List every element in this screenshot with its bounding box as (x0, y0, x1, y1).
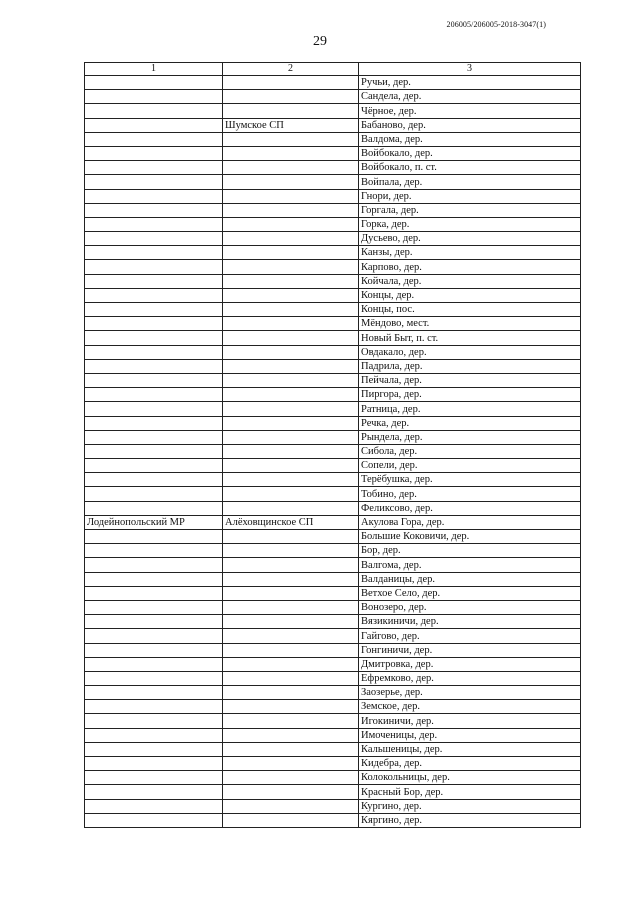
locality-cell: Валдома, дер. (359, 132, 581, 146)
district-cell (85, 246, 223, 260)
table-row (85, 175, 581, 189)
settlement-cell (223, 600, 359, 614)
table-row (85, 799, 581, 813)
table-row (85, 459, 581, 473)
settlement-cell (223, 501, 359, 515)
table-row (85, 317, 581, 331)
district-cell (85, 615, 223, 629)
settlement-cell (223, 274, 359, 288)
table-row (85, 757, 581, 771)
settlement-cell (223, 217, 359, 231)
settlement-cell (223, 260, 359, 274)
table-row (85, 530, 581, 544)
table-row (85, 118, 581, 132)
district-cell (85, 700, 223, 714)
table-row (85, 714, 581, 728)
district-cell (85, 558, 223, 572)
table-row (85, 90, 581, 104)
district-cell (85, 161, 223, 175)
settlement-cell (223, 700, 359, 714)
table-row (85, 161, 581, 175)
district-cell (85, 303, 223, 317)
settlement-cell (223, 232, 359, 246)
locality-cell: Ефремково, дер. (359, 671, 581, 685)
settlement-cell (223, 459, 359, 473)
table-row (85, 274, 581, 288)
settlement-cell (223, 104, 359, 118)
settlement-cell (223, 288, 359, 302)
district-cell (85, 643, 223, 657)
locality-cell: Заозерье, дер. (359, 686, 581, 700)
district-cell (85, 728, 223, 742)
locality-cell: Ветхое Село, дер. (359, 586, 581, 600)
settlement-cell (223, 728, 359, 742)
locality-cell: Мёндово, мест. (359, 317, 581, 331)
table-row (85, 686, 581, 700)
locality-cell: Акулова Гора, дер. (359, 515, 581, 529)
settlement-cell (223, 345, 359, 359)
district-cell (85, 345, 223, 359)
settlement-cell (223, 558, 359, 572)
settlement-cell (223, 416, 359, 430)
settlement-cell: Алёховщинское СП (223, 515, 359, 529)
district-cell (85, 430, 223, 444)
table-header-row (85, 63, 581, 76)
table-row (85, 657, 581, 671)
settlement-cell (223, 359, 359, 373)
locality-cell: Концы, пос. (359, 303, 581, 317)
locality-cell: Земское, дер. (359, 700, 581, 714)
district-cell (85, 714, 223, 728)
settlement-cell (223, 586, 359, 600)
table-row (85, 388, 581, 402)
settlement-cell (223, 530, 359, 544)
district-cell (85, 686, 223, 700)
settlement-cell (223, 132, 359, 146)
column-header-3: 3 (359, 63, 581, 76)
locality-cell: Валгома, дер. (359, 558, 581, 572)
settlement-cell (223, 799, 359, 813)
table-row (85, 813, 581, 827)
district-cell: Лодейнопольский МР (85, 515, 223, 529)
settlement-cell (223, 785, 359, 799)
locality-cell: Вязикиничи, дер. (359, 615, 581, 629)
locality-cell: Имоченицы, дер. (359, 728, 581, 742)
district-cell (85, 232, 223, 246)
settlement-cell (223, 473, 359, 487)
settlement-cell (223, 331, 359, 345)
district-cell (85, 785, 223, 799)
district-cell (85, 629, 223, 643)
locality-cell: Канзы, дер. (359, 246, 581, 260)
locality-cell: Войбокало, дер. (359, 146, 581, 160)
district-cell (85, 388, 223, 402)
locality-cell: Ратница, дер. (359, 402, 581, 416)
table-row (85, 303, 581, 317)
settlement-cell (223, 189, 359, 203)
locality-cell: Валданицы, дер. (359, 572, 581, 586)
district-cell (85, 671, 223, 685)
district-cell (85, 771, 223, 785)
locality-cell: Новый Быт, п. ст. (359, 331, 581, 345)
locality-cell: Кидебра, дер. (359, 757, 581, 771)
locality-cell: Большие Коковичи, дер. (359, 530, 581, 544)
table-row (85, 430, 581, 444)
settlement-cell (223, 657, 359, 671)
district-cell (85, 104, 223, 118)
district-cell (85, 76, 223, 90)
table-row (85, 288, 581, 302)
settlement-cell: Шумское СП (223, 118, 359, 132)
table-row (85, 444, 581, 458)
table-row (85, 785, 581, 799)
locality-cell: Вонозеро, дер. (359, 600, 581, 614)
district-cell (85, 444, 223, 458)
district-cell (85, 175, 223, 189)
locality-cell: Пейчала, дер. (359, 373, 581, 387)
settlement-cell (223, 303, 359, 317)
table-row (85, 742, 581, 756)
locality-cell: Колокольницы, дер. (359, 771, 581, 785)
table-row (85, 643, 581, 657)
settlement-cell (223, 615, 359, 629)
district-cell (85, 530, 223, 544)
settlement-cell (223, 487, 359, 501)
district-cell (85, 260, 223, 274)
locality-cell: Гайгово, дер. (359, 629, 581, 643)
locality-cell: Горка, дер. (359, 217, 581, 231)
locality-cell: Карпово, дер. (359, 260, 581, 274)
locality-cell: Сибола, дер. (359, 444, 581, 458)
district-cell (85, 473, 223, 487)
district-cell (85, 742, 223, 756)
locality-cell: Гонгиничи, дер. (359, 643, 581, 657)
column-header-2: 2 (223, 63, 359, 76)
locality-cell: Горгала, дер. (359, 203, 581, 217)
settlement-cell (223, 742, 359, 756)
district-cell (85, 657, 223, 671)
table-row (85, 104, 581, 118)
locality-cell: Сопели, дер. (359, 459, 581, 473)
locality-cell: Дусьево, дер. (359, 232, 581, 246)
locality-cell: Овдакало, дер. (359, 345, 581, 359)
table-row (85, 203, 581, 217)
table-row (85, 728, 581, 742)
locality-cell: Терёбушка, дер. (359, 473, 581, 487)
district-cell (85, 416, 223, 430)
table-row (85, 331, 581, 345)
locality-cell: Игокиничи, дер. (359, 714, 581, 728)
district-cell (85, 359, 223, 373)
district-cell (85, 317, 223, 331)
table-row (85, 544, 581, 558)
locality-cell: Сандела, дер. (359, 90, 581, 104)
locality-cell: Койчала, дер. (359, 274, 581, 288)
page-number: 29 (313, 34, 327, 49)
district-cell (85, 288, 223, 302)
settlements-table (84, 62, 581, 828)
locality-cell: Чёрное, дер. (359, 104, 581, 118)
district-cell (85, 189, 223, 203)
settlement-cell (223, 246, 359, 260)
locality-cell: Тобино, дер. (359, 487, 581, 501)
district-cell (85, 118, 223, 132)
district-cell (85, 799, 223, 813)
settlement-cell (223, 671, 359, 685)
settlement-cell (223, 161, 359, 175)
district-cell (85, 373, 223, 387)
settlement-cell (223, 146, 359, 160)
settlement-cell (223, 402, 359, 416)
settlement-cell (223, 572, 359, 586)
table-row (85, 76, 581, 90)
table-row (85, 671, 581, 685)
table-row (85, 359, 581, 373)
locality-cell: Дмитровка, дер. (359, 657, 581, 671)
settlement-cell (223, 388, 359, 402)
table-row (85, 558, 581, 572)
settlement-cell (223, 643, 359, 657)
locality-cell: Пиргора, дер. (359, 388, 581, 402)
district-cell (85, 402, 223, 416)
district-cell (85, 586, 223, 600)
settlement-cell (223, 544, 359, 558)
table-row (85, 217, 581, 231)
locality-cell: Кяргино, дер. (359, 813, 581, 827)
table-row (85, 132, 581, 146)
table-row (85, 501, 581, 515)
district-cell (85, 274, 223, 288)
table-row (85, 473, 581, 487)
district-cell (85, 331, 223, 345)
table-row (85, 600, 581, 614)
table-row (85, 260, 581, 274)
district-cell (85, 501, 223, 515)
locality-cell: Падрила, дер. (359, 359, 581, 373)
settlement-cell (223, 813, 359, 827)
locality-cell: Гнори, дер. (359, 189, 581, 203)
district-cell (85, 572, 223, 586)
district-cell (85, 600, 223, 614)
table-row (85, 232, 581, 246)
locality-cell: Речка, дер. (359, 416, 581, 430)
settlement-cell (223, 373, 359, 387)
settlement-cell (223, 76, 359, 90)
table-row (85, 586, 581, 600)
settlement-cell (223, 203, 359, 217)
district-cell (85, 813, 223, 827)
locality-cell: Ручьи, дер. (359, 76, 581, 90)
settlement-cell (223, 771, 359, 785)
locality-cell: Войбокало, п. ст. (359, 161, 581, 175)
locality-cell: Кургино, дер. (359, 799, 581, 813)
table-row (85, 402, 581, 416)
settlement-cell (223, 686, 359, 700)
locality-cell: Кальшеницы, дер. (359, 742, 581, 756)
table-row (85, 700, 581, 714)
locality-cell: Концы, дер. (359, 288, 581, 302)
document-id: 206005/206005-2018-3047(1) (446, 20, 546, 29)
settlement-cell (223, 175, 359, 189)
district-cell (85, 487, 223, 501)
settlement-cell (223, 444, 359, 458)
table-row (85, 615, 581, 629)
table-row (85, 515, 581, 529)
settlement-cell (223, 317, 359, 331)
settlement-cell (223, 430, 359, 444)
table-row (85, 189, 581, 203)
table-row (85, 146, 581, 160)
district-cell (85, 544, 223, 558)
district-cell (85, 203, 223, 217)
district-cell (85, 146, 223, 160)
table-row (85, 771, 581, 785)
locality-cell: Феликсово, дер. (359, 501, 581, 515)
locality-cell: Войпала, дер. (359, 175, 581, 189)
table-row (85, 246, 581, 260)
table-row (85, 373, 581, 387)
table-row (85, 487, 581, 501)
settlement-cell (223, 90, 359, 104)
settlement-cell (223, 629, 359, 643)
locality-cell: Бор, дер. (359, 544, 581, 558)
district-cell (85, 132, 223, 146)
district-cell (85, 217, 223, 231)
locality-cell: Рындела, дер. (359, 430, 581, 444)
district-cell (85, 90, 223, 104)
district-cell (85, 757, 223, 771)
column-header-1: 1 (85, 63, 223, 76)
settlement-cell (223, 714, 359, 728)
settlement-cell (223, 757, 359, 771)
table-row (85, 345, 581, 359)
table-row (85, 629, 581, 643)
locality-cell: Бабаново, дер. (359, 118, 581, 132)
locality-cell: Красный Бор, дер. (359, 785, 581, 799)
table-row (85, 572, 581, 586)
table-row (85, 416, 581, 430)
district-cell (85, 459, 223, 473)
